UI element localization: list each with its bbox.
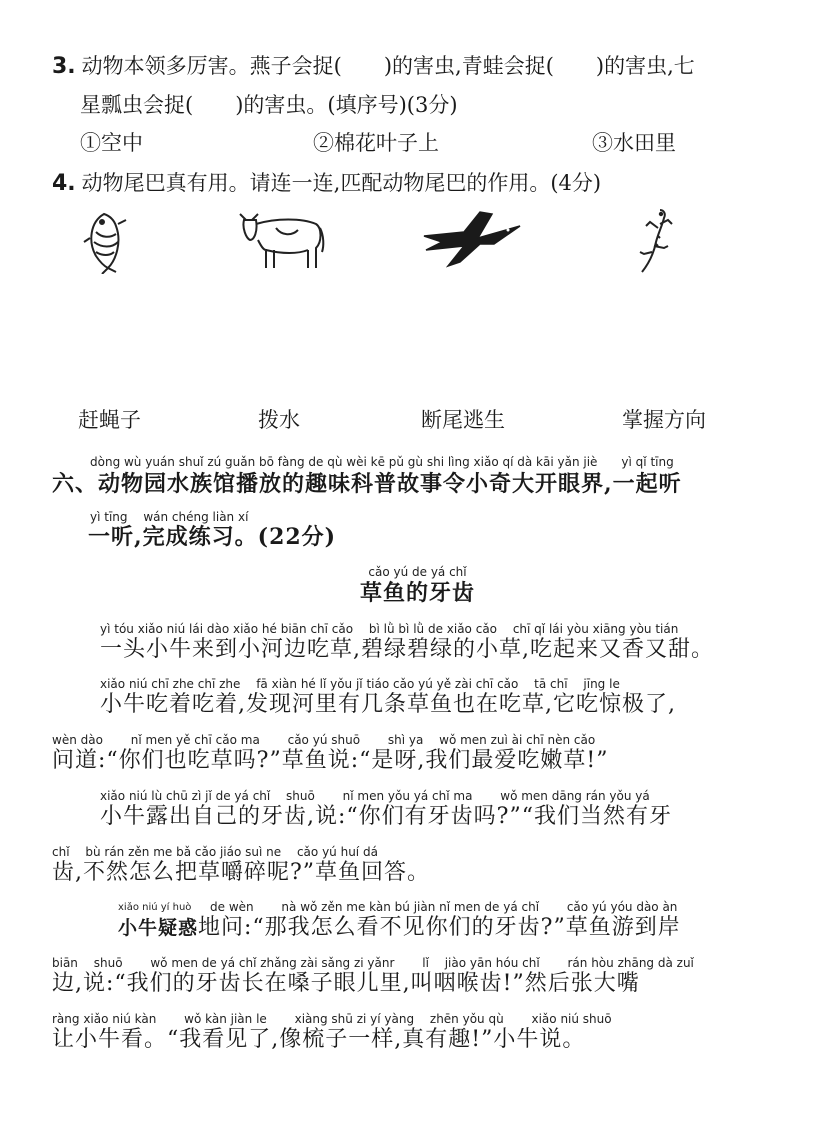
q3-option-2: ②棉花叶子上 [313,131,439,155]
section6-pinyin-line2: yì tīng wán chéng liàn xí [90,510,249,524]
story-line-2: 小牛吃着吃着,发现河里有几条草鱼也在吃草,它吃惊极了, [100,692,676,717]
q3-text-line1: 动物本领多厉害。燕子会捉( )的害虫,青蛙会捉( )的害虫,七 [81,54,695,78]
cow-icon [236,206,326,272]
story-title: 草鱼的牙齿 [359,580,475,606]
q4-line [52,169,601,198]
section6-pinyin-line1: dòng wù yuán shuǐ zú guǎn bō fàng de qù wèi kē pǔ gù shi lìng xiǎo qí dà kāi yǎn jiè yì qǐ tīng [90,455,674,469]
story-pinyin-6b: de wèn nà wǒ zěn me kàn bú jiàn nǐ men de yá chǐ cǎo yú yóu dào àn [210,900,678,914]
story-line-3: 问道:“你们也吃草吗?”草鱼说:“是呀,我们最爱吃嫩草!” [52,748,609,773]
q3-text-line2: 星瓢虫会捉( )的害虫。(填序号)(3分) [80,93,458,117]
section6-heading-line2: 一听,完成练习。(22分) [88,524,337,550]
story-pinyin-1: yì tóu xiǎo niú lái dào xiǎo hé biān chī cǎo bì lǜ bì lǜ de xiǎo cǎo chī qǐ lái yòu xiāng yòu tián [100,622,679,636]
story-title-pinyin: cǎo yú de yá chǐ [368,565,467,579]
q4-number: 4. [52,171,76,196]
swallow-icon [420,208,524,270]
story-pinyin-6a: xiǎo niú yí huò [118,902,192,913]
q3-option-3: ③水田里 [592,131,676,155]
story-pinyin-8: ràng xiǎo niú kàn wǒ kàn jiàn le xiàng shū zi yí yàng zhēn yǒu qù xiǎo niú shuō [52,1012,612,1026]
lizard-icon [634,206,678,278]
story-pinyin-4: xiǎo niú lù chū zì jǐ de yá chǐ shuō nǐ men yǒu yá chǐ ma wǒ men dāng rán yǒu yá [100,789,650,803]
fish-icon [82,208,128,274]
story-pinyin-2: xiǎo niú chī zhe chī zhe fā xiàn hé lǐ yǒu jǐ tiáo cǎo yú yě zài chī cǎo tā chī jīng le [100,677,620,691]
story-line-5: 齿,不然怎么把草嚼碎呢?”草鱼回答。 [52,860,431,885]
q3-line1 [52,52,695,81]
q3-number: 3. [52,54,76,79]
story-line-4: 小牛露出自己的牙齿,说:“你们有牙齿吗?”“我们当然有牙 [100,804,672,829]
function-option-3: 断尾逃生 [421,408,505,432]
function-option-4: 掌握方向 [622,408,706,432]
story-line-6-text: 地问:“那我怎么看不见你们的牙齿?”草鱼游到岸 [198,915,681,940]
story-pinyin-3: wèn dào nǐ men yě chī cǎo ma cǎo yú shuō shì ya wǒ men zuì ài chī nèn cǎo [52,733,596,747]
story-pinyin-7: biān shuō wǒ men de yá chǐ zhǎng zài sǎng zi yǎnr lǐ jiào yān hóu chǐ rán hòu zhāng dà zuǐ [52,956,694,970]
function-option-1: 赶蝇子 [78,408,141,432]
q4-text: 动物尾巴真有用。请连一连,匹配动物尾巴的作用。(4分) [81,171,602,195]
highlighted-word: 小牛疑惑 [118,917,199,939]
section6-heading-line1: 六、动物园水族馆播放的趣味科普故事令小奇大开眼界,一起听 [52,471,682,497]
function-option-2: 拨水 [258,408,300,432]
q3-option-1: ①空中 [80,131,143,155]
story-line-8: 让小牛看。“我看见了,像梳子一样,真有趣!”小牛说。 [52,1027,586,1052]
story-line-6 [118,913,681,943]
story-line-7: 边,说:“我们的牙齿长在嗓子眼儿里,叫咽喉齿!”然后张大嘴 [52,971,640,996]
story-pinyin-5: chǐ bù rán zěn me bǎ cǎo jiáo suì ne cǎo yú huí dá [52,845,378,859]
story-line-1: 一头小牛来到小河边吃草,碧绿碧绿的小草,吃起来又香又甜。 [100,637,714,662]
